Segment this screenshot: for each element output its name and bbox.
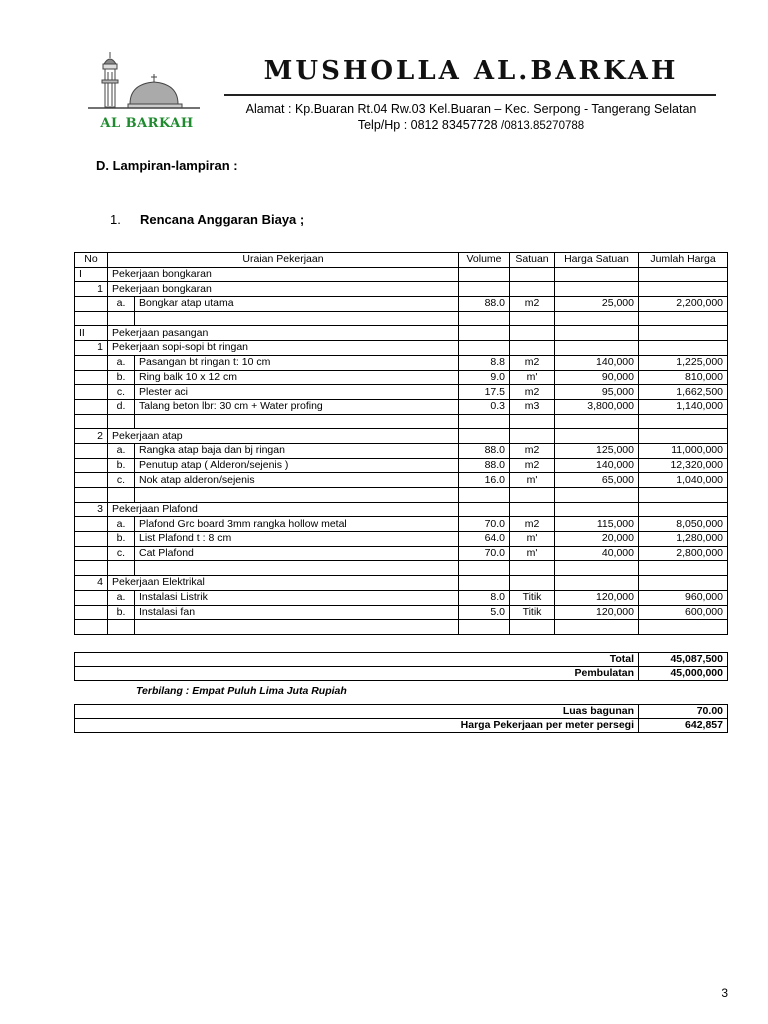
row-satuan: m' bbox=[510, 473, 555, 488]
org-title: MUSHOLLA AL.BARKAH bbox=[263, 56, 679, 86]
row-harga bbox=[555, 488, 639, 503]
row-label: Penutup atap ( Alderon/sejenis ) bbox=[135, 458, 459, 473]
row-jumlah bbox=[639, 488, 728, 503]
row-jumlah bbox=[639, 414, 728, 429]
row-volume: 5.0 bbox=[459, 605, 510, 620]
row-satuan bbox=[510, 311, 555, 326]
header-harga-satuan: Harga Satuan bbox=[555, 253, 639, 268]
blank-row bbox=[75, 414, 728, 429]
row-jumlah bbox=[639, 311, 728, 326]
row-label: Pekerjaan Plafond bbox=[108, 502, 459, 517]
amount-in-words: Terbilang : Empat Puluh Lima Juta Rupiah bbox=[136, 685, 347, 697]
subgroup-row bbox=[75, 576, 728, 591]
table-row bbox=[75, 532, 728, 547]
table-row bbox=[75, 297, 728, 312]
rounding-row bbox=[75, 667, 728, 681]
row-volume: 88.0 bbox=[459, 458, 510, 473]
row-jumlah bbox=[639, 326, 728, 341]
row-volume bbox=[459, 341, 510, 356]
header-uraian: Uraian Pekerjaan bbox=[108, 253, 459, 268]
page-number: 3 bbox=[721, 986, 728, 1000]
row-satuan bbox=[510, 414, 555, 429]
price-per-m2-label: Harga Pekerjaan per meter persegi bbox=[75, 719, 639, 733]
row-jumlah bbox=[639, 561, 728, 576]
row-sub bbox=[108, 311, 135, 326]
total-value: 45,087,500 bbox=[639, 653, 728, 667]
row-satuan bbox=[510, 429, 555, 444]
subgroup-row bbox=[75, 502, 728, 517]
row-harga: 90,000 bbox=[555, 370, 639, 385]
row-jumlah: 2,200,000 bbox=[639, 297, 728, 312]
subgroup-row bbox=[75, 341, 728, 356]
row-harga bbox=[555, 502, 639, 517]
table-row bbox=[75, 605, 728, 620]
table-row bbox=[75, 546, 728, 561]
row-harga: 20,000 bbox=[555, 532, 639, 547]
row-jumlah bbox=[639, 267, 728, 282]
row-harga: 40,000 bbox=[555, 546, 639, 561]
row-jumlah bbox=[639, 502, 728, 517]
row-label: Instalasi Listrik bbox=[135, 590, 459, 605]
row-harga bbox=[555, 326, 639, 341]
table-row bbox=[75, 355, 728, 370]
row-jumlah: 8,050,000 bbox=[639, 517, 728, 532]
row-jumlah: 11,000,000 bbox=[639, 443, 728, 458]
row-satuan: m2 bbox=[510, 355, 555, 370]
row-label: Plester aci bbox=[135, 385, 459, 400]
row-jumlah: 810,000 bbox=[639, 370, 728, 385]
row-no bbox=[75, 443, 108, 458]
rounding-value: 45,000,000 bbox=[639, 667, 728, 681]
row-label: Pekerjaan Elektrikal bbox=[108, 576, 459, 591]
row-sub bbox=[108, 620, 135, 635]
row-harga: 65,000 bbox=[555, 473, 639, 488]
blank-row bbox=[75, 311, 728, 326]
row-label bbox=[135, 561, 459, 576]
row-sub: a. bbox=[108, 517, 135, 532]
row-no bbox=[75, 620, 108, 635]
area-value: 70.00 bbox=[639, 705, 728, 719]
row-jumlah: 1,280,000 bbox=[639, 532, 728, 547]
row-satuan: m3 bbox=[510, 399, 555, 414]
table-row bbox=[75, 458, 728, 473]
row-label bbox=[135, 620, 459, 635]
row-label: Ring balk 10 x 12 cm bbox=[135, 370, 459, 385]
row-jumlah: 1,662,500 bbox=[639, 385, 728, 400]
row-harga bbox=[555, 267, 639, 282]
row-no bbox=[75, 385, 108, 400]
row-sub: d. bbox=[108, 399, 135, 414]
row-volume bbox=[459, 561, 510, 576]
row-no bbox=[75, 605, 108, 620]
table-row bbox=[75, 590, 728, 605]
row-harga bbox=[555, 341, 639, 356]
row-sub: b. bbox=[108, 458, 135, 473]
row-no: 1 bbox=[75, 282, 108, 297]
row-satuan: m2 bbox=[510, 297, 555, 312]
row-label bbox=[135, 414, 459, 429]
row-jumlah: 1,225,000 bbox=[639, 355, 728, 370]
row-satuan bbox=[510, 576, 555, 591]
row-satuan bbox=[510, 341, 555, 356]
row-no bbox=[75, 488, 108, 503]
row-harga bbox=[555, 561, 639, 576]
row-label: Pekerjaan bongkaran bbox=[108, 267, 459, 282]
row-volume bbox=[459, 282, 510, 297]
blank-row bbox=[75, 488, 728, 503]
row-satuan bbox=[510, 326, 555, 341]
phone-line bbox=[224, 118, 718, 132]
totals-table bbox=[74, 652, 728, 681]
row-harga bbox=[555, 311, 639, 326]
row-satuan: m2 bbox=[510, 517, 555, 532]
row-jumlah: 960,000 bbox=[639, 590, 728, 605]
header-satuan: Satuan bbox=[510, 253, 555, 268]
row-jumlah: 1,040,000 bbox=[639, 473, 728, 488]
row-harga: 25,000 bbox=[555, 297, 639, 312]
phone-alt-text: /0813.85270788 bbox=[501, 120, 585, 132]
blank-row bbox=[75, 561, 728, 576]
row-volume bbox=[459, 311, 510, 326]
area-label: Luas bagunan bbox=[75, 705, 639, 719]
row-volume: 16.0 bbox=[459, 473, 510, 488]
header-no: No bbox=[75, 253, 108, 268]
row-volume: 88.0 bbox=[459, 443, 510, 458]
group-row bbox=[75, 267, 728, 282]
subsection-number: 1. bbox=[110, 212, 121, 227]
budget-table bbox=[74, 252, 728, 635]
row-sub bbox=[108, 488, 135, 503]
row-no bbox=[75, 414, 108, 429]
row-satuan: Titik bbox=[510, 590, 555, 605]
row-no: I bbox=[75, 267, 108, 282]
price-per-m2-row bbox=[75, 719, 728, 733]
row-satuan: m2 bbox=[510, 443, 555, 458]
row-satuan: m2 bbox=[510, 458, 555, 473]
row-no bbox=[75, 590, 108, 605]
row-label: Rangka atap baja dan bj ringan bbox=[135, 443, 459, 458]
logo-text: AL BARKAH bbox=[100, 116, 194, 131]
row-harga: 120,000 bbox=[555, 605, 639, 620]
row-satuan: m' bbox=[510, 532, 555, 547]
row-sub: b. bbox=[108, 370, 135, 385]
row-jumlah: 2,800,000 bbox=[639, 546, 728, 561]
area-table bbox=[74, 704, 728, 733]
row-satuan: Titik bbox=[510, 605, 555, 620]
row-no bbox=[75, 370, 108, 385]
row-harga: 120,000 bbox=[555, 590, 639, 605]
row-label: Bongkar atap utama bbox=[135, 297, 459, 312]
row-no: 4 bbox=[75, 576, 108, 591]
row-harga: 3,800,000 bbox=[555, 399, 639, 414]
header-jumlah-harga: Jumlah Harga bbox=[639, 253, 728, 268]
table-row bbox=[75, 399, 728, 414]
area-row bbox=[75, 705, 728, 719]
rounding-label: Pembulatan bbox=[75, 667, 639, 681]
blank-row bbox=[75, 620, 728, 635]
address-line: Alamat : Kp.Buaran Rt.04 Rw.03 Kel.Buaran – Kec. Serpong - Tangerang Selatan bbox=[245, 102, 697, 116]
row-satuan: m' bbox=[510, 546, 555, 561]
row-no bbox=[75, 473, 108, 488]
row-label: Cat Plafond bbox=[135, 546, 459, 561]
row-satuan bbox=[510, 620, 555, 635]
row-no: 1 bbox=[75, 341, 108, 356]
header-rule bbox=[224, 94, 716, 96]
row-satuan bbox=[510, 282, 555, 297]
row-sub: c. bbox=[108, 473, 135, 488]
row-sub bbox=[108, 561, 135, 576]
row-jumlah: 12,320,000 bbox=[639, 458, 728, 473]
header-volume: Volume bbox=[459, 253, 510, 268]
row-jumlah bbox=[639, 341, 728, 356]
total-label: Total bbox=[75, 653, 639, 667]
row-sub: a. bbox=[108, 297, 135, 312]
table-body bbox=[75, 267, 728, 634]
row-label: List Plafond t : 8 cm bbox=[135, 532, 459, 547]
section-heading: D. Lampiran-lampiran : bbox=[96, 158, 238, 173]
row-jumlah bbox=[639, 429, 728, 444]
subsection-heading bbox=[110, 212, 304, 227]
row-sub bbox=[108, 414, 135, 429]
row-label: Talang beton lbr: 30 cm + Water profing bbox=[135, 399, 459, 414]
row-volume bbox=[459, 502, 510, 517]
row-volume bbox=[459, 488, 510, 503]
row-no bbox=[75, 561, 108, 576]
row-jumlah: 1,140,000 bbox=[639, 399, 728, 414]
row-harga bbox=[555, 429, 639, 444]
table-row bbox=[75, 370, 728, 385]
row-no bbox=[75, 546, 108, 561]
total-row bbox=[75, 653, 728, 667]
row-satuan bbox=[510, 267, 555, 282]
row-volume: 17.5 bbox=[459, 385, 510, 400]
row-volume bbox=[459, 576, 510, 591]
row-jumlah: 600,000 bbox=[639, 605, 728, 620]
row-sub: a. bbox=[108, 590, 135, 605]
subgroup-row bbox=[75, 429, 728, 444]
row-volume bbox=[459, 267, 510, 282]
row-sub: a. bbox=[108, 355, 135, 370]
row-jumlah bbox=[639, 620, 728, 635]
row-sub: b. bbox=[108, 532, 135, 547]
row-satuan: m' bbox=[510, 370, 555, 385]
row-sub: c. bbox=[108, 385, 135, 400]
row-volume: 70.0 bbox=[459, 517, 510, 532]
row-volume bbox=[459, 326, 510, 341]
row-no bbox=[75, 399, 108, 414]
subsection-title: Rencana Anggaran Biaya ; bbox=[140, 212, 305, 227]
row-sub: c. bbox=[108, 546, 135, 561]
row-label: Nok atap alderon/sejenis bbox=[135, 473, 459, 488]
row-volume bbox=[459, 429, 510, 444]
row-satuan bbox=[510, 502, 555, 517]
phone-text: Telp/Hp : 0812 83457728 bbox=[357, 118, 502, 132]
row-no bbox=[75, 517, 108, 532]
row-volume: 8.0 bbox=[459, 590, 510, 605]
row-no bbox=[75, 297, 108, 312]
row-harga bbox=[555, 414, 639, 429]
row-satuan bbox=[510, 488, 555, 503]
row-volume: 0.3 bbox=[459, 399, 510, 414]
subgroup-row bbox=[75, 282, 728, 297]
row-no bbox=[75, 458, 108, 473]
row-harga bbox=[555, 620, 639, 635]
row-volume: 8.8 bbox=[459, 355, 510, 370]
row-satuan bbox=[510, 561, 555, 576]
row-satuan: m2 bbox=[510, 385, 555, 400]
row-harga: 115,000 bbox=[555, 517, 639, 532]
row-label: Pasangan bt ringan t: 10 cm bbox=[135, 355, 459, 370]
row-jumlah bbox=[639, 576, 728, 591]
row-harga: 140,000 bbox=[555, 355, 639, 370]
row-volume: 9.0 bbox=[459, 370, 510, 385]
row-no bbox=[75, 355, 108, 370]
table-row bbox=[75, 517, 728, 532]
row-label: Pekerjaan pasangan bbox=[108, 326, 459, 341]
row-harga: 125,000 bbox=[555, 443, 639, 458]
row-label: Pekerjaan atap bbox=[108, 429, 459, 444]
row-harga bbox=[555, 576, 639, 591]
row-volume bbox=[459, 414, 510, 429]
row-label: Pekerjaan bongkaran bbox=[108, 282, 459, 297]
row-label: Instalasi fan bbox=[135, 605, 459, 620]
row-jumlah bbox=[639, 282, 728, 297]
table-row bbox=[75, 385, 728, 400]
row-volume bbox=[459, 620, 510, 635]
row-no: II bbox=[75, 326, 108, 341]
group-row bbox=[75, 326, 728, 341]
table-row bbox=[75, 443, 728, 458]
row-volume: 70.0 bbox=[459, 546, 510, 561]
row-volume: 88.0 bbox=[459, 297, 510, 312]
row-harga bbox=[555, 282, 639, 297]
row-label: Plafond Grc board 3mm rangka hollow metal bbox=[135, 517, 459, 532]
row-label: Pekerjaan sopi-sopi bt ringan bbox=[108, 341, 459, 356]
row-harga: 95,000 bbox=[555, 385, 639, 400]
row-no bbox=[75, 311, 108, 326]
table-row bbox=[75, 473, 728, 488]
row-label bbox=[135, 311, 459, 326]
row-harga: 140,000 bbox=[555, 458, 639, 473]
row-label bbox=[135, 488, 459, 503]
row-volume: 64.0 bbox=[459, 532, 510, 547]
table-header-row bbox=[75, 253, 728, 268]
row-no: 3 bbox=[75, 502, 108, 517]
row-no: 2 bbox=[75, 429, 108, 444]
row-sub: b. bbox=[108, 605, 135, 620]
row-sub: a. bbox=[108, 443, 135, 458]
row-no bbox=[75, 532, 108, 547]
price-per-m2-value: 642,857 bbox=[639, 719, 728, 733]
